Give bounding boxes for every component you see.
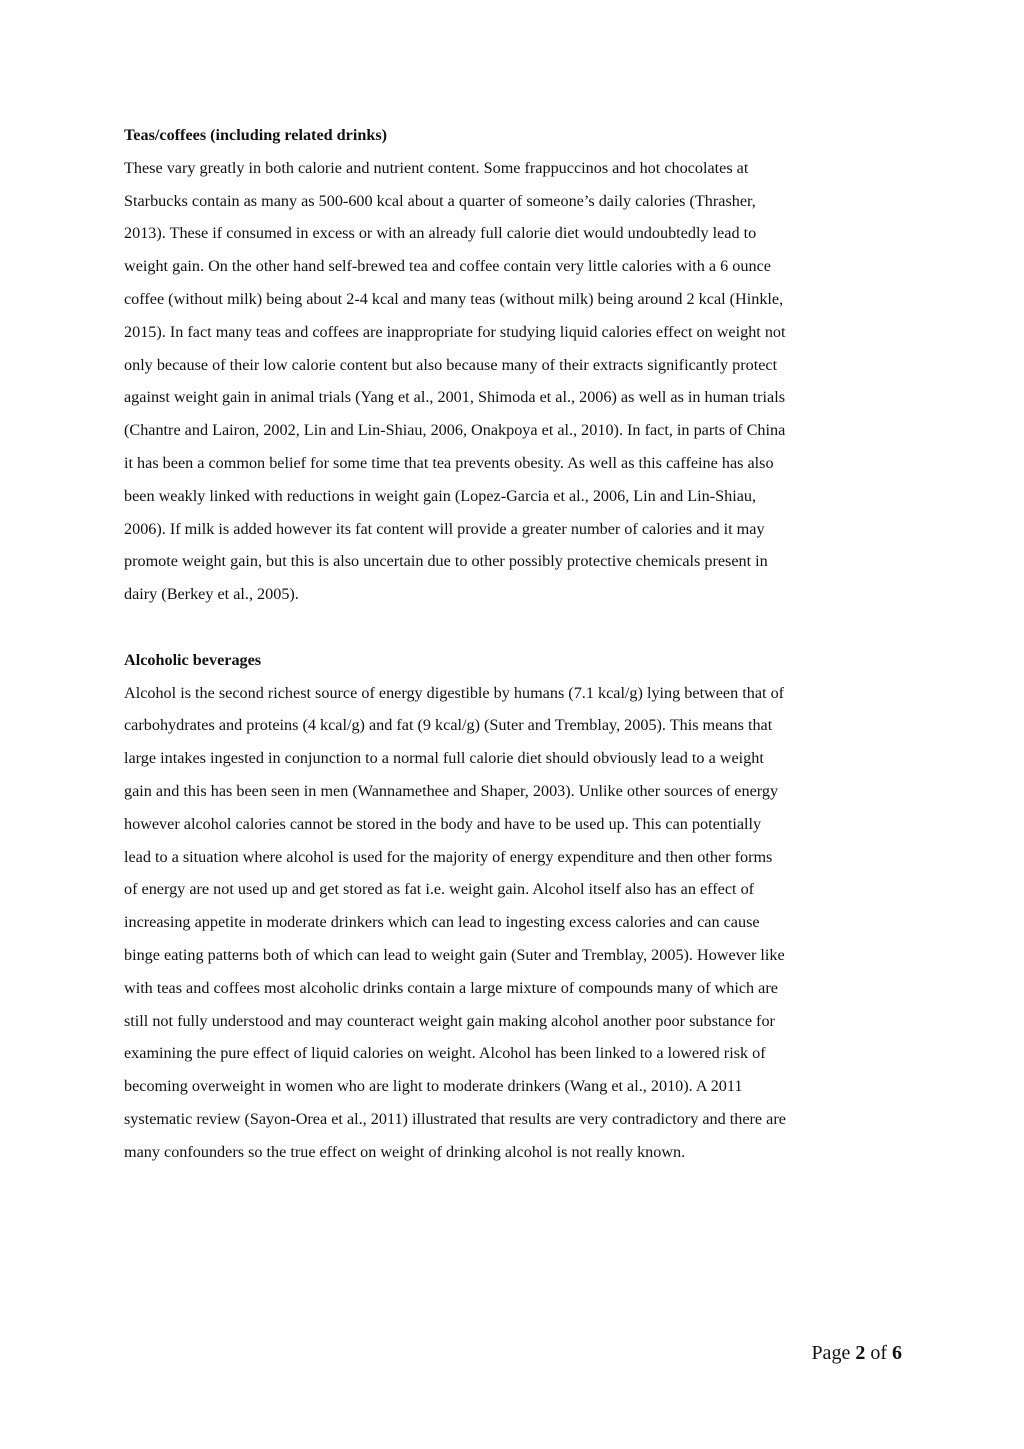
page-number-current: 2 <box>855 1342 866 1364</box>
page-number-separator: of <box>870 1342 887 1364</box>
paragraph-line: 2006). If milk is added however its fat content will provide a greater number of calories and it may <box>124 519 765 538</box>
section-heading: Teas/coffees (including related drinks) <box>124 126 388 144</box>
paragraph-line: lead to a situation where alcohol is used for the majority of energy expenditure and then other forms <box>124 847 773 866</box>
paragraph-line: increasing appetite in moderate drinkers which can lead to ingesting excess calories and can cause <box>124 913 760 932</box>
paragraph-line: examining the pure effect of liquid calories on weight. Alcohol has been linked to a lowered risk of <box>124 1044 766 1063</box>
section-paragraph <box>124 152 904 611</box>
page-number-prefix: Page <box>811 1342 851 1364</box>
document-content <box>124 119 904 1169</box>
section-alcoholic-beverages <box>124 644 904 1169</box>
page-number-total: 6 <box>892 1342 902 1364</box>
paragraph-line: dairy (Berkey et al., 2005). <box>124 585 299 604</box>
paragraph-line: 2013). These if consumed in excess or with an already full calorie diet would undoubtedly lead to <box>124 224 757 243</box>
paragraph-line: weight gain. On the other hand self-brewed tea and coffee contain very little calories with a 6 ounce <box>124 257 771 276</box>
paragraph-line: Alcohol is the second richest source of energy digestible by humans (7.1 kcal/g) lying between that of <box>124 683 785 702</box>
paragraph-line: many confounders so the true effect on weight of drinking alcohol is not really known. <box>124 1142 686 1161</box>
paragraph-line: against weight gain in animal trials (Yang et al., 2001, Shimoda et al., 2006) as well as in human trials <box>124 388 786 407</box>
section-paragraph <box>124 677 904 1169</box>
page-footer <box>0 1338 1024 1368</box>
paragraph-line: systematic review (Sayon-Orea et al., 2011) illustrated that results are very contradictory and there are <box>124 1109 786 1128</box>
paragraph-line: (Chantre and Lairon, 2002, Lin and Lin-Shiau, 2006, Onakpoya et al., 2010). In fact, in parts of China <box>124 421 786 440</box>
paragraph-line: binge eating patterns both of which can lead to weight gain (Suter and Tremblay, 2005). However like <box>124 945 785 964</box>
paragraph-line: large intakes ingested in conjunction to a normal full calorie diet should obviously lead to a weight <box>124 749 764 768</box>
paragraph-line: with teas and coffees most alcoholic drinks contain a large mixture of compounds many of which are <box>124 978 778 997</box>
paragraph-line: carbohydrates and proteins (4 kcal/g) and fat (9 kcal/g) (Suter and Tremblay, 2005). This means that <box>124 716 773 735</box>
paragraph-line: of energy are not used up and get stored as fat i.e. weight gain. Alcohol itself also has an effect of <box>124 880 755 899</box>
paragraph-line: however alcohol calories cannot be stored in the body and have to be used up. This can potentially <box>124 814 762 833</box>
paragraph-line: gain and this has been seen in men (Wannamethee and Shaper, 2003). Unlike other sources of energy <box>124 781 779 800</box>
paragraph-line: it has been a common belief for some time that tea prevents obesity. As well as this caffeine has also <box>124 453 774 472</box>
paragraph-line: coffee (without milk) being about 2-4 kcal and many teas (without milk) being around 2 kcal (Hinkle, <box>124 289 784 308</box>
paragraph-line: only because of their low calorie content but also because many of their extracts significantly protect <box>124 355 778 374</box>
paragraph-line: 2015). In fact many teas and coffees are inappropriate for studying liquid calories effect on weight not <box>124 322 786 341</box>
paragraph-line: becoming overweight in women who are light to moderate drinkers (Wang et al., 2010). A 2011 <box>124 1077 743 1096</box>
paragraph-line: Starbucks contain as many as 500-600 kcal about a quarter of someone’s daily calories (Thrasher, <box>124 191 756 210</box>
page-number <box>811 1338 902 1368</box>
section-heading: Alcoholic beverages <box>124 650 262 669</box>
section-spacer <box>124 611 904 644</box>
paragraph-line: still not fully understood and may counteract weight gain making alcohol another poor substance for <box>124 1011 775 1030</box>
paragraph-line: been weakly linked with reductions in weight gain (Lopez-Garcia et al., 2006, Lin and Lin-Shiau, <box>124 486 757 505</box>
paragraph-line: These vary greatly in both calorie and nutrient content. Some frappuccinos and hot chocolates at <box>124 158 749 177</box>
paragraph-line: promote weight gain, but this is also uncertain due to other possibly protective chemicals present in <box>124 552 768 571</box>
section-teas-coffees <box>124 119 904 611</box>
